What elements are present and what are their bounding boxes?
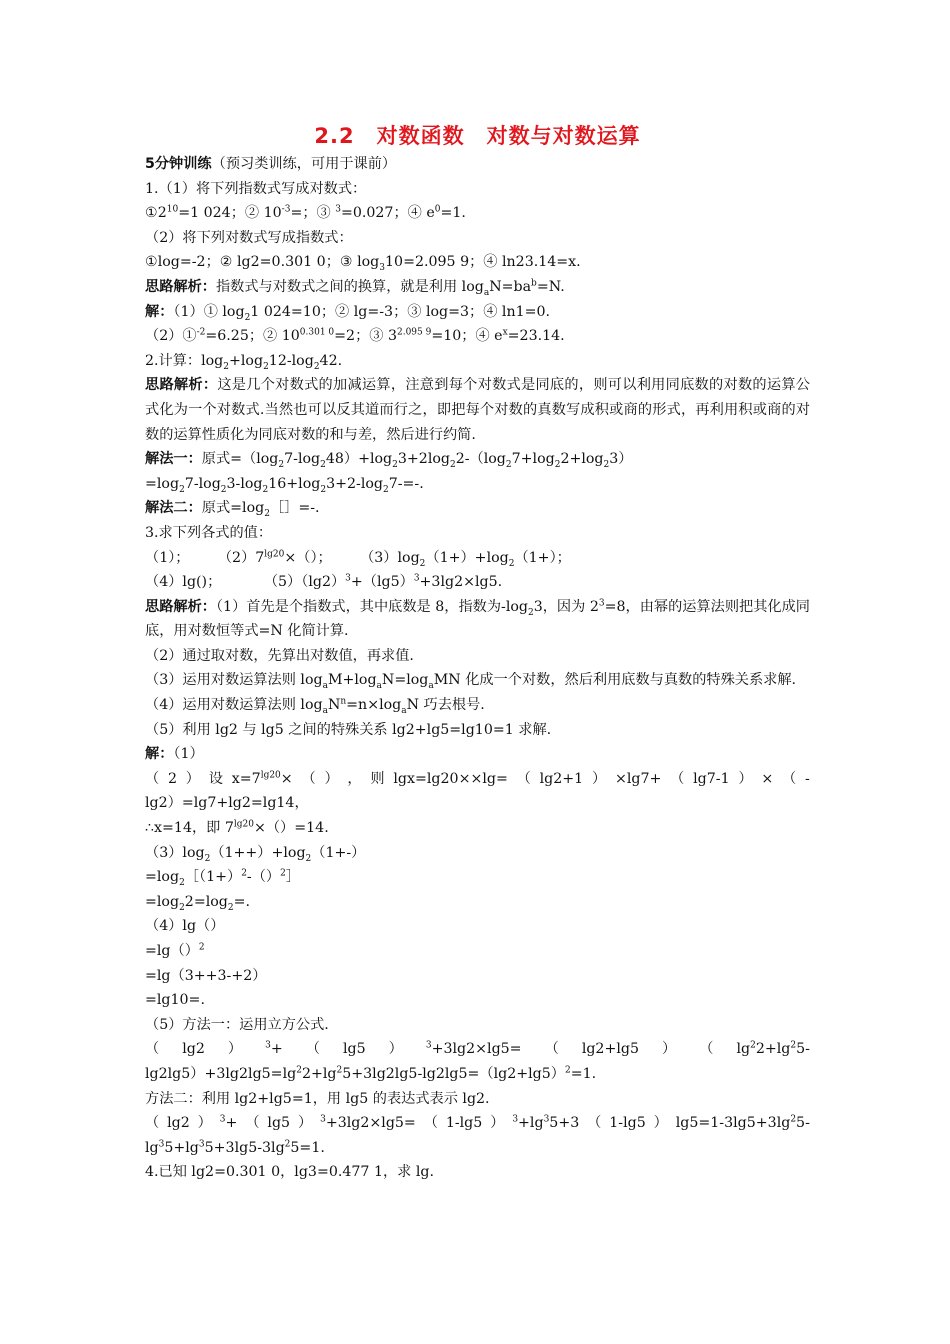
text-token: lg2+lg5 [581, 1041, 639, 1058]
text-line [145, 521, 810, 546]
text-token: $^3+\lg^35+3$ [512, 1114, 580, 1132]
line-text: $=\log_27-\log_23-\log_216+\log_23+2-\log_27-=-$. [145, 475, 424, 495]
text-token: lgx=lg20××lg= [393, 770, 508, 787]
text-token: （ [670, 770, 685, 787]
line-text: 这是几个对数式的加减运算，注意到每个对数式是同底的，则可以利用同底数的对数的运算公式化为一个对数式.当然也可以反其道而行之，即把每个对数的真数写成积或商的形式，再利用积或商的对数的运算性质化为同底对数的和与差，然后进行约简. [145, 377, 810, 443]
section-label: 解： [145, 746, 174, 763]
text-token: （ [301, 770, 316, 787]
text-token: lg2 [182, 1041, 205, 1058]
text-token: ） [297, 1115, 313, 1132]
text-line [145, 693, 810, 718]
section-label: 思路解析： [145, 278, 216, 295]
text-line [145, 668, 810, 693]
text-line [145, 988, 810, 1013]
line-text: （1）首先是个指数式，其中底数是 8，指数为$-\log_23$，因为 $2^3=8$，由幂的运算法则把其化成同底，用对数恒等式=N 化简计算. [145, 597, 810, 640]
line-text: 4.已知 lg2=0.301 0，lg3=0.477 1，求 lg. [145, 1164, 434, 1181]
text-token: lg7-1 [693, 770, 730, 787]
line-text: 1.（1）将下列指数式写成对数式： [145, 180, 367, 197]
line-text: $(3)\log_2(1++)+\log_2(1+-)$ [145, 844, 366, 864]
line-text: $\lg^35+\lg^35+3\lg 5-3\lg^25=1$. [145, 1139, 325, 1156]
text-line [145, 177, 810, 202]
text-line [145, 1062, 810, 1087]
text-token: ） [738, 770, 753, 787]
line-text: $=\log_2[(1+)^2-()^2]$ [145, 868, 301, 889]
line-text: 原式$=\log_2[]=-$. [201, 500, 320, 520]
line-text: （2）将下列对数式写成指数式： [145, 229, 353, 246]
text-token: ） [591, 770, 607, 787]
text-token: ） [197, 1115, 212, 1132]
text-line [145, 447, 810, 472]
text-line [145, 742, 810, 767]
text-token: （ [245, 1115, 260, 1132]
line-text: $\lg 2\lg 5)+3\lg 2\lg 5=\lg^22+\lg^25+3\lg 2\lg 5-\lg 2\lg 5=(\lg 2+\lg 5)^2=1$. [145, 1065, 597, 1082]
text-line [145, 767, 810, 792]
line-text: （4）lg（） [145, 918, 225, 935]
section-label: 解： [145, 303, 174, 320]
text-line [145, 1160, 810, 1185]
text-token: 1-lg5 [609, 1115, 646, 1132]
text-token: 1-lg5 [445, 1115, 483, 1132]
text-line [145, 791, 810, 816]
line-text: 方法二：利用 lg2+lg5=1，用 lg5 的表达式表示 lg2. [145, 1090, 490, 1107]
page-title: 2.2 对数函数 对数与对数运算 [314, 124, 641, 148]
text-line [145, 964, 810, 989]
text-line [145, 1087, 810, 1112]
line-text: （预习类训练，可用于课前） [211, 156, 397, 172]
line-text: =lg（3++3-+2） [145, 967, 267, 984]
text-line [145, 644, 810, 669]
text-token: （ [544, 1041, 559, 1058]
text-token: ） [388, 1041, 403, 1058]
line-text: 2.计算：$\log_2+\log_212-\log_242$. [145, 352, 343, 372]
section-label: 5分钟训练 [145, 156, 212, 172]
text-line [145, 546, 810, 571]
text-token: （ [699, 1041, 714, 1058]
text-line [145, 1013, 810, 1038]
text-line [145, 250, 810, 275]
line-text: =lg（）$^2$ [145, 942, 205, 959]
text-token: $^3$+3lg2×lg5= [425, 1040, 522, 1058]
line-text: （5）方法一：运用立方公式. [145, 1016, 329, 1033]
line-text: $=\log_22=\log_2=$. [145, 893, 251, 913]
text-token: ） [185, 770, 200, 787]
text-token: - [805, 770, 810, 787]
text-token: 则 [370, 770, 385, 787]
text-line [145, 349, 810, 374]
text-token: ） [662, 1041, 677, 1058]
line-text: （3）运用对数运算法则 $\log_aM+\log_aN=\log_aMN$ 化成一个对数，然后利用底数与真数的特殊关系求解. [145, 672, 797, 692]
text-line [145, 865, 810, 890]
text-line [145, 1111, 810, 1136]
text-token: $^3$+ [265, 1040, 283, 1058]
line-text: （1）① $\log_21$ 024=10；② lg=-3；③ log=3；④ ln1=0. [173, 303, 551, 323]
text-line [145, 373, 810, 447]
text-line [145, 324, 810, 349]
text-token: lg5 [267, 1115, 291, 1132]
line-text: ①log=-2；② lg2=0.301 0；③ $\log_310=2.095$ 9；④ ln23.14=x. [145, 254, 581, 274]
text-token: lg5 [342, 1041, 366, 1058]
text-token: （ [305, 1041, 320, 1058]
text-line [145, 718, 810, 743]
text-token: 2 [167, 770, 178, 787]
text-token: ） [490, 1115, 505, 1132]
text-line [145, 300, 810, 325]
section-label: 思路解析： [145, 598, 216, 615]
text-token: ） [227, 1041, 243, 1058]
text-line [145, 841, 810, 866]
line-text: 3.求下列各式的值： [145, 524, 273, 541]
text-line [145, 152, 810, 177]
text-token: ） [653, 1115, 668, 1132]
text-line [145, 570, 810, 595]
text-line [145, 595, 810, 644]
text-line [145, 275, 810, 300]
text-line [145, 939, 810, 964]
line-text: （1） [173, 746, 204, 763]
text-token: lg2 [167, 1115, 190, 1132]
section-label: 解法二： [145, 500, 202, 517]
text-token: ， [347, 770, 362, 787]
text-token: × [761, 770, 774, 787]
text-token: （ [145, 1115, 160, 1132]
line-text: 指数式与对数式之间的换算，就是利用 $\log_aN=ba^b=N$. [215, 278, 565, 298]
text-line [145, 1037, 810, 1062]
text-line [145, 1136, 810, 1161]
text-token: （ [516, 770, 531, 787]
line-text: （5）利用 lg2 与 lg5 之间的特殊关系 lg2+lg5=lg10=1 求解. [145, 721, 552, 738]
text-token: （ [782, 770, 797, 787]
line-text: （2）通过取对数，先算出对数值，再求值. [145, 647, 414, 664]
text-token: $\lg^22+\lg^25-$ [736, 1040, 810, 1058]
line-text: （2）①$^{-2}$=6.25；② $10^{0.301 0}=2$；③ $3^{2.095 9}=10$；④ $e^x=23.14$. [145, 327, 565, 345]
text-line [145, 226, 810, 251]
text-line [145, 201, 810, 226]
text-token: $^3$+ [219, 1114, 238, 1132]
text-line [145, 890, 810, 915]
text-line [145, 914, 810, 939]
line-text: $①2^{10}=1$ 024；② $10^{-3}=$；③ $^3$=0.027；④ $e^0=1$. [145, 204, 466, 222]
section-label: 解法一： [145, 451, 202, 468]
line-text: （1）； $(2)7^{lg20}\times()$； $(3)\log_2(1+)+\log_2(1+)$； [145, 548, 571, 569]
text-token: （ [587, 1115, 602, 1132]
text-token: （ [145, 770, 160, 787]
line-text: （4）运用对数运算法则 $\log_aN^n=n\times\log_aN$ 巧去根号. [145, 696, 485, 716]
line-text: lg2）=lg7+lg2=lg14， [145, 795, 309, 812]
text-token: （ [423, 1115, 438, 1132]
text-token: lg2+1 [539, 770, 584, 787]
text-token: $^3$+3lg2×lg5= [320, 1114, 416, 1132]
line-text: （4）lg()； $(5)(\lg 2)^3+(\lg 5)^3+3\lg 2\times\lg 5$. [145, 573, 503, 591]
text-token: 设 [208, 770, 223, 787]
text-token: ） [324, 770, 339, 787]
text-line [145, 496, 810, 521]
text-token: $\lg 5=1-3\lg 5+3\lg^25-$ [675, 1114, 810, 1132]
text-token: $x=7^{lg20}\times$ [231, 770, 293, 787]
text-token: （ [145, 1041, 160, 1058]
section-label: 思路解析： [145, 377, 218, 394]
text-line [145, 816, 810, 841]
line-text: 原式$=(\log_27-\log_248)+\log_23+2\log_22-(\log_27+\log_22+\log_23)$ [201, 451, 633, 470]
document-body [145, 152, 810, 1185]
text-line [145, 472, 810, 497]
text-token: ×lg7+ [614, 770, 662, 787]
document-page [145, 122, 810, 1185]
line-text: ∴x=14，即 $7^{lg20}\times()=14$. [145, 819, 329, 837]
line-text: =lg10=. [145, 992, 205, 1009]
